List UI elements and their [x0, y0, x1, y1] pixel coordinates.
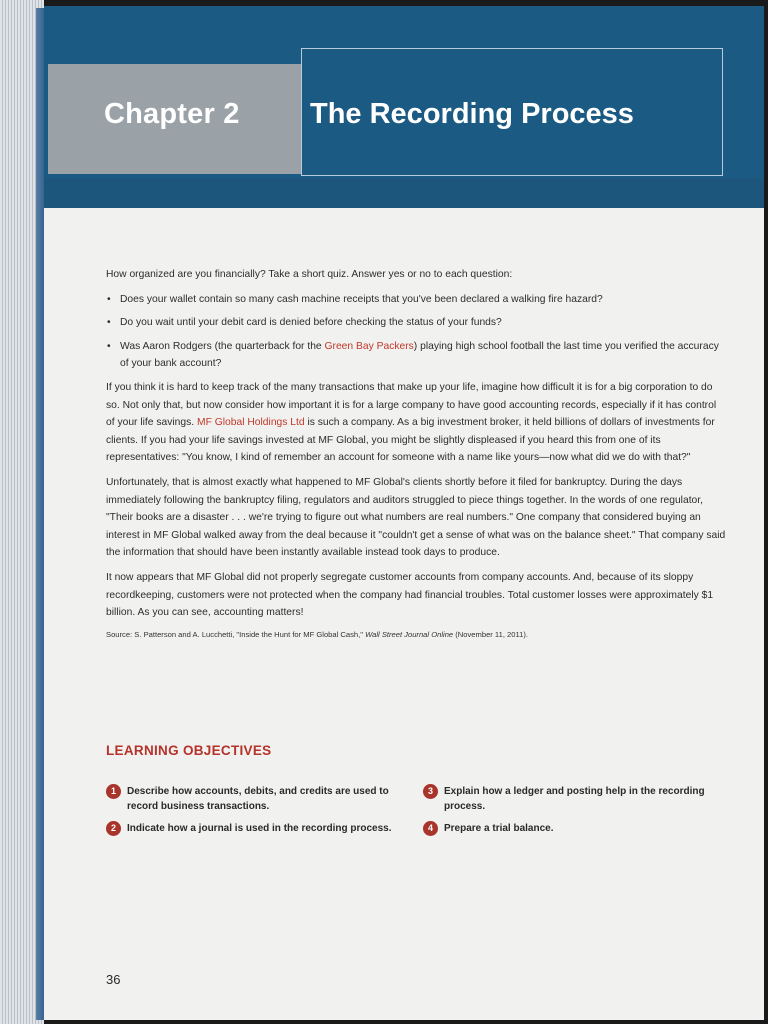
quiz-list: [106, 291, 726, 373]
paragraph-2: Unfortunately, that is almost exactly what happened to MF Global's clients shortly before it filed for bankruptcy. During the days immediately following the bankruptcy filing, regulators and auditors struggled to piece things together. In the words of one regulator, "Their books are a disaster . . . we're trying to figure out what numbers are real numbers." One company that considered buying an interest in MF Global walked away from the deal because it "couldn't get a sense of what was on the balance sheet." That company said the information that should have been instantly available instead took days to produce.: [106, 476, 726, 559]
objective-text: Prepare a trial balance.: [444, 823, 554, 834]
company-link-green-bay-packers[interactable]: Green Bay Packers: [324, 340, 414, 352]
intro-question: How organized are you financially? Take a short quiz. Answer yes or no to each question:: [106, 269, 513, 280]
book-page: [44, 6, 764, 1020]
quiz-item-text: Was Aaron Rodgers (the quarterback for the: [120, 340, 325, 352]
paragraph-1-text: If you think it is hard to keep track of the many transactions that make up your life, imagine how difficult it is for a big corporation to do so. Not only that, but now consider how important it is for a large company to have good accounting records, especially if it has control of your life savings.: [106, 381, 717, 429]
objective-number-badge: 4: [423, 821, 438, 836]
source-prefix: Source: S. Patterson and A. Lucchetti, "Inside the Hunt for MF Global Cash,": [106, 629, 366, 639]
objective-text: Indicate how a journal is used in the recording process.: [127, 823, 392, 834]
learning-objectives-heading: LEARNING OBJECTIVES: [106, 743, 272, 758]
objective-text: Explain how a ledger and posting help in the recording process.: [444, 786, 705, 812]
source-suffix: (November 11, 2011).: [453, 629, 529, 639]
objective-number-badge: 3: [423, 784, 438, 799]
quiz-item: [106, 338, 726, 373]
paragraph-1-text-end: is such a company. As a big investment broker, it held billions of dollars of investments for clients. If you had your life savings invested at MF Global, you might be slightly displeased if you heard this from one of its representatives: "You know, I kind of remember an account for someone with a name like yours—now what did we do with that?": [106, 417, 715, 464]
chapter-label: Chapter 2: [104, 98, 240, 130]
quiz-item-text: ) playing high school football the last time you verified the accuracy of your bank account?: [120, 340, 719, 370]
chapter-title: The Recording Process: [310, 98, 634, 130]
page-right-shadow: [764, 6, 768, 1020]
objective-text: Describe how accounts, debits, and credits are used to record business transactions.: [127, 786, 389, 812]
quiz-item-text: Do you wait until your debit card is denied before checking the status of your funds?: [120, 317, 502, 329]
page-number: 36: [106, 972, 121, 987]
source-citation: [106, 629, 726, 641]
company-link-mf-global[interactable]: MF Global Holdings Ltd: [197, 417, 305, 429]
banner-bottom-band: [44, 178, 764, 208]
quiz-item: [106, 314, 726, 332]
paragraph-1: [106, 379, 726, 467]
objective-number-badge: 1: [106, 784, 121, 799]
source-publication: Wall Street Journal Online: [365, 629, 454, 639]
quiz-item-text: Does your wallet contain so many cash machine receipts that you've been declared a walking fire hazard?: [120, 293, 603, 305]
quiz-item: [106, 291, 726, 309]
feature-story: [106, 266, 726, 641]
paragraph-3: It now appears that MF Global did not properly segregate customer accounts from company accounts. And, because of its sloppy recordkeeping, customers were not protected when the company had financial troubles. Total customer losses were approximately $1 billion. As you can see, accounting matters!: [106, 571, 714, 619]
objective-number-badge: 2: [106, 821, 121, 836]
